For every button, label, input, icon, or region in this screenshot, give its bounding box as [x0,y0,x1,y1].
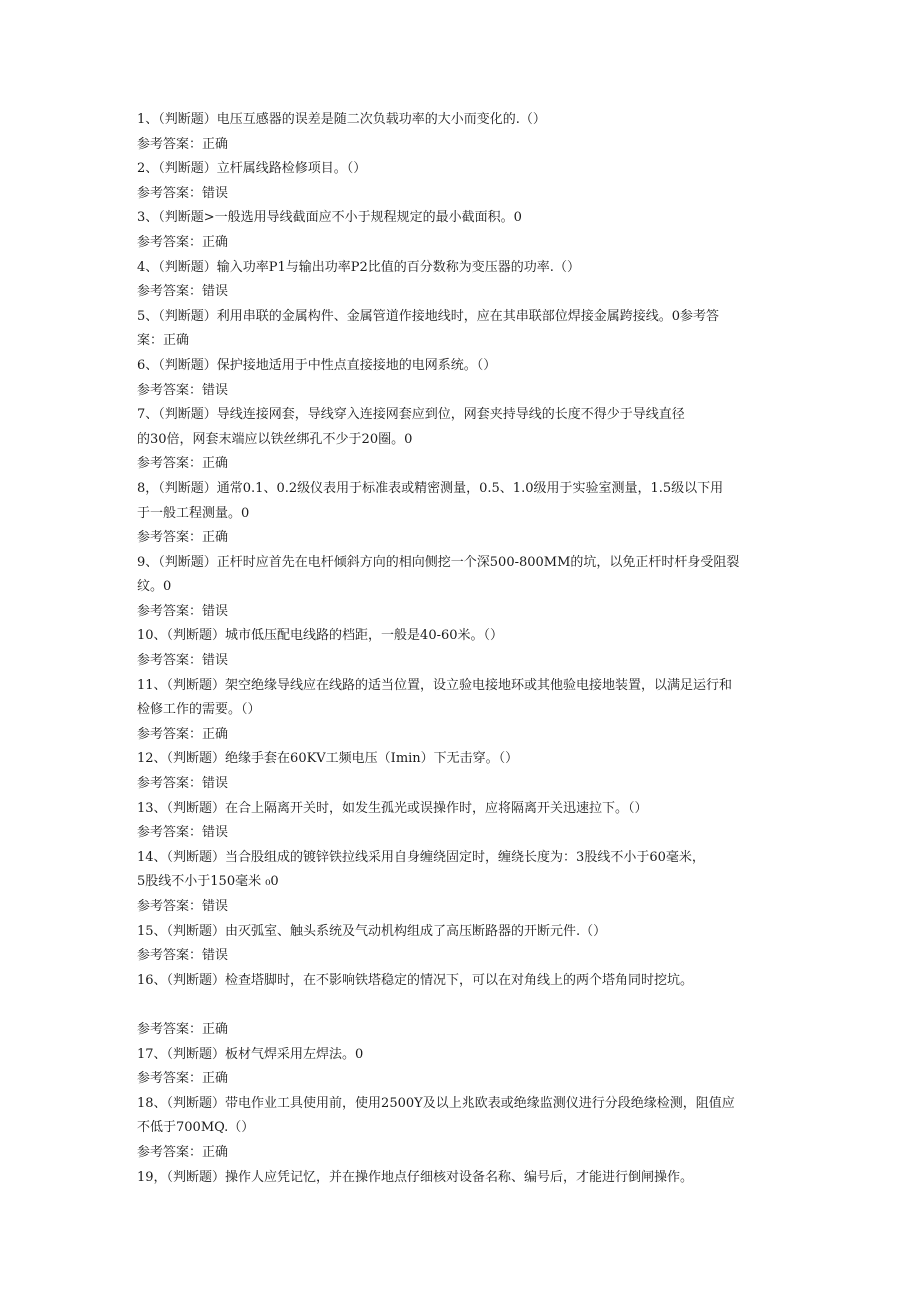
question-line: 于一般工程测量。0 [137,505,250,521]
question-line: 8，（判断题）通常0.1、0.2级仪表用于标准表或精密测量，0.5、1.0级用于实验室测量，1.5级以下用 [137,480,724,496]
question-line: 11、（判断题）架空绝缘导线应在线路的适当位置，设立验电接地环或其他验电接地装置，以满足运行和 [137,677,733,693]
question-line: 7、（判断题）导线连接网套，导线穿入连接网套应到位，网套夹持导线的长度不得少于导线直径 [137,407,685,423]
answer-line: 参考答案：错误 [137,284,229,300]
answer-line: 参考答案：错误 [137,899,229,914]
question-line: 5股线不小于150毫米 ₀0 [137,874,279,890]
question-line: 10、（判断题）城市低压配电线路的档距，一般是40-60米。（） [137,628,504,644]
answer-line: 参考答案：正确 [137,530,229,546]
question-line: 18、（判断题）带电作业工具使用前，使用2500Y及以上兆欧表或绝缘监测仪进行分段绝缘检测，阻值应 [137,1095,735,1111]
answer-line: 参考答案：正确 [137,136,229,152]
question-line: 12、（判断题）绝缘手套在60KV工频电压（Imin）下无击穿。（） [137,751,519,767]
question-line: 14、（判断题）当合股组成的镀锌铁拉线采用自身缠绕固定时，缠绕长度为：3股线不小于60毫米， [137,849,705,865]
question-line: 13、（判断题）在合上隔离开关时，如发生孤光或误操作时，应将隔离开关迅速拉下。（） [137,800,648,816]
answer-line: 参考答案：正确 [137,726,229,742]
question-line: 17、（判断题）板材气焊采用左焊法。0 [137,1046,364,1062]
question-line: 不低于700MQ.（） [137,1120,255,1136]
question-line: 19，（判断题）操作人应凭记忆，并在操作地点仔细核对设备名称、编号后，才能进行倒闸操作。 [137,1169,694,1185]
answer-line: 参考答案：错误 [137,185,229,201]
answer-line: 参考答案：错误 [137,603,229,619]
answer-line: 参考答案：错误 [137,825,229,841]
question-line: 纹。0 [137,579,172,595]
question-line: 5、（判断题）利用串联的金属构件、金属管道作接地线时，应在其串联部位焊接金属跨接线。0参考答 [137,308,720,324]
question-line: 2、（判断题）立杆属线路检修项目。（） [137,161,367,177]
answer-line: 参考答案：正确 [137,456,229,472]
answer-line: 参考答案：正确 [137,1071,229,1087]
question-line: 的30倍，网套末端应以铁丝绑孔不少于20圈。0 [137,431,413,447]
answer-line: 参考答案：正确 [137,234,229,250]
answer-line: 参考答案：正确 [137,1021,229,1037]
answer-line: 参考答案：错误 [137,653,229,669]
answer-line: 参考答案：错误 [137,382,229,398]
question-line: 3、（判断题>一般选用导线截面应不小于规程规定的最小截面积。0 [137,210,522,226]
question-line: 案：正确 [137,333,190,349]
answer-line: 参考答案：错误 [137,776,229,792]
question-line: 15、（判断题）由灭弧室、触头系统及气动机构组成了高压断路器的开断元件.（） [137,923,607,939]
question-line: 4、（判断题）输入功率P1与输出功率P2比值的百分数称为变压器的功率.（） [137,259,580,275]
blank-line [137,993,797,1018]
answer-line: 参考答案：正确 [137,1144,229,1160]
question-line: 16、（判断题）检查塔脚时，在不影响铁塔稳定的情况下，可以在对角线上的两个塔角同时挖坑。 [137,972,694,988]
question-line: 9、（判断题）正杆时应首先在电杆倾斜方向的相向侧挖一个深500-800MM的坑，以免正杆时杆身受阻裂 [137,554,740,570]
question-line: 6、（判断题）保护接地适用于中性点直接接地的电网系统。（） [137,357,497,373]
answer-line: 参考答案：错误 [137,948,229,964]
document-page [137,108,797,1190]
question-line: 检修工作的需要。（） [137,702,261,718]
question-line: 1、（判断题）电压互感器的误差是随二次负载功率的大小而变化的.（） [137,112,546,127]
